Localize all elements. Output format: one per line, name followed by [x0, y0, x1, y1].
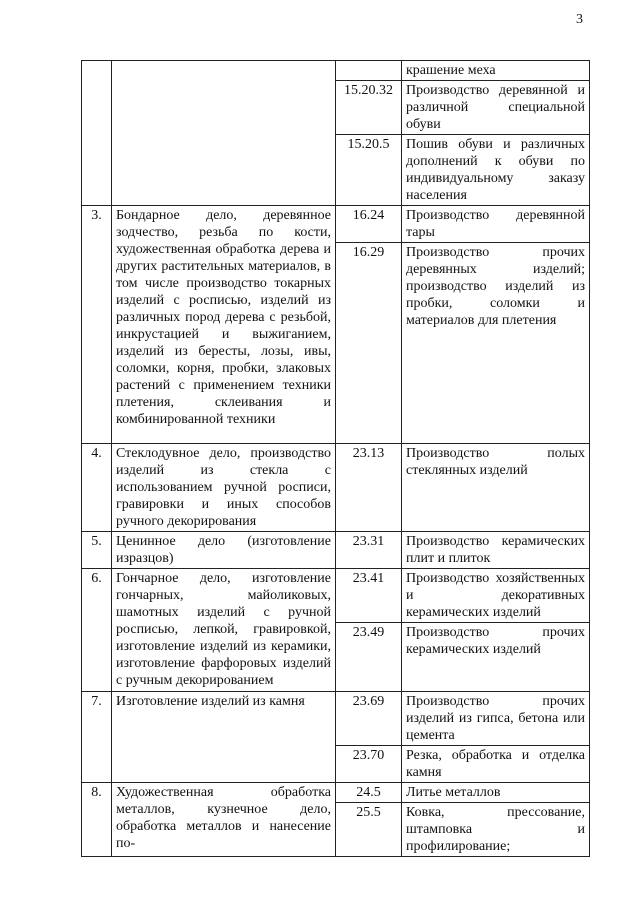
- okved-code: 24.5: [336, 783, 402, 803]
- table-row: [82, 692, 590, 746]
- activity-description: Производство полых стеклянных изделий: [402, 444, 590, 532]
- okved-code: 23.49: [336, 623, 402, 692]
- table-row: [82, 532, 590, 569]
- page-number: 3: [576, 12, 583, 27]
- activity-description: Производство деревянной тары: [402, 206, 590, 243]
- activity-description: Производство прочих керамических изделий: [402, 623, 590, 692]
- activity-description: Резка, обработка и отделка камня: [402, 746, 590, 783]
- activity-description: Производство деревянной и различной специальной обуви: [402, 81, 590, 135]
- row-number: 3.: [82, 206, 112, 444]
- row-number: 8.: [82, 783, 112, 857]
- okved-code: 15.20.32: [336, 81, 402, 135]
- okved-code: 23.31: [336, 532, 402, 569]
- table-row: [82, 61, 590, 81]
- craft-name: Ценинное дело (изготовление изразцов): [112, 532, 336, 569]
- okved-code: 23.41: [336, 569, 402, 623]
- okved-code: 16.24: [336, 206, 402, 243]
- okved-code: 23.69: [336, 692, 402, 746]
- table-row: [82, 569, 590, 623]
- craft-name: Гончарное дело, изготовление гончарных, майоликовых, шамотных изделий с ручной росписью, лепкой, гравировкой, изготовление изделий из керамики, изготовление фарфоровых изделий с ручным декорированием: [112, 569, 336, 692]
- craft-name: Изготовление изделий из камня: [112, 692, 336, 783]
- okved-code: 15.20.5: [336, 135, 402, 206]
- row-number: 7.: [82, 692, 112, 783]
- craft-name: Стеклодувное дело, производство изделий из стекла с использованием ручной росписи, гравировки и иных способов ручного декорирования: [112, 444, 336, 532]
- row-number: 4.: [82, 444, 112, 532]
- row-number: 6.: [82, 569, 112, 692]
- craft-name: Художественная обработка металлов, кузнечное дело, обработка металлов и нанесение по-: [112, 783, 336, 857]
- table-row: [82, 444, 590, 532]
- craft-name: [112, 61, 336, 206]
- activity-description: Пошив обуви и различных дополнений к обуви по индивидуальному заказу населения: [402, 135, 590, 206]
- table-row: [82, 206, 590, 243]
- okved-code: 25.5: [336, 803, 402, 857]
- activity-description: Производство керамических плит и плиток: [402, 532, 590, 569]
- okved-code: [336, 61, 402, 81]
- activity-description: Производство прочих изделий из гипса, бетона или цемента: [402, 692, 590, 746]
- row-number: [82, 61, 112, 206]
- row-number: 5.: [82, 532, 112, 569]
- activity-code-table: [81, 60, 590, 857]
- activity-description: Ковка, прессование, штамповка и профилирование;: [402, 803, 590, 857]
- okved-code: 23.70: [336, 746, 402, 783]
- okved-code: 23.13: [336, 444, 402, 532]
- activity-description: крашение меха: [402, 61, 590, 81]
- activity-description: Производство хозяйственных и декоративных керамических изделий: [402, 569, 590, 623]
- activity-description: Литье металлов: [402, 783, 590, 803]
- okved-code: 16.29: [336, 243, 402, 444]
- table-row: [82, 783, 590, 803]
- activity-description: Производство прочих деревянных изделий; производство изделий из пробки, соломки и материалов для плетения: [402, 243, 590, 444]
- craft-name: Бондарное дело, деревянное зодчество, резьба по кости, художественная обработка дерева и других растительных материалов, в том числе производство токарных изделий с росписью, изделий из различных пород дерева с резьбой, инкрустацией и выжиганием, изделий из бересты, лозы, ивы, соломки, корня, пробки, злаковых растений с применением техники плетения, склеивания и комбинированной техники: [112, 206, 336, 444]
